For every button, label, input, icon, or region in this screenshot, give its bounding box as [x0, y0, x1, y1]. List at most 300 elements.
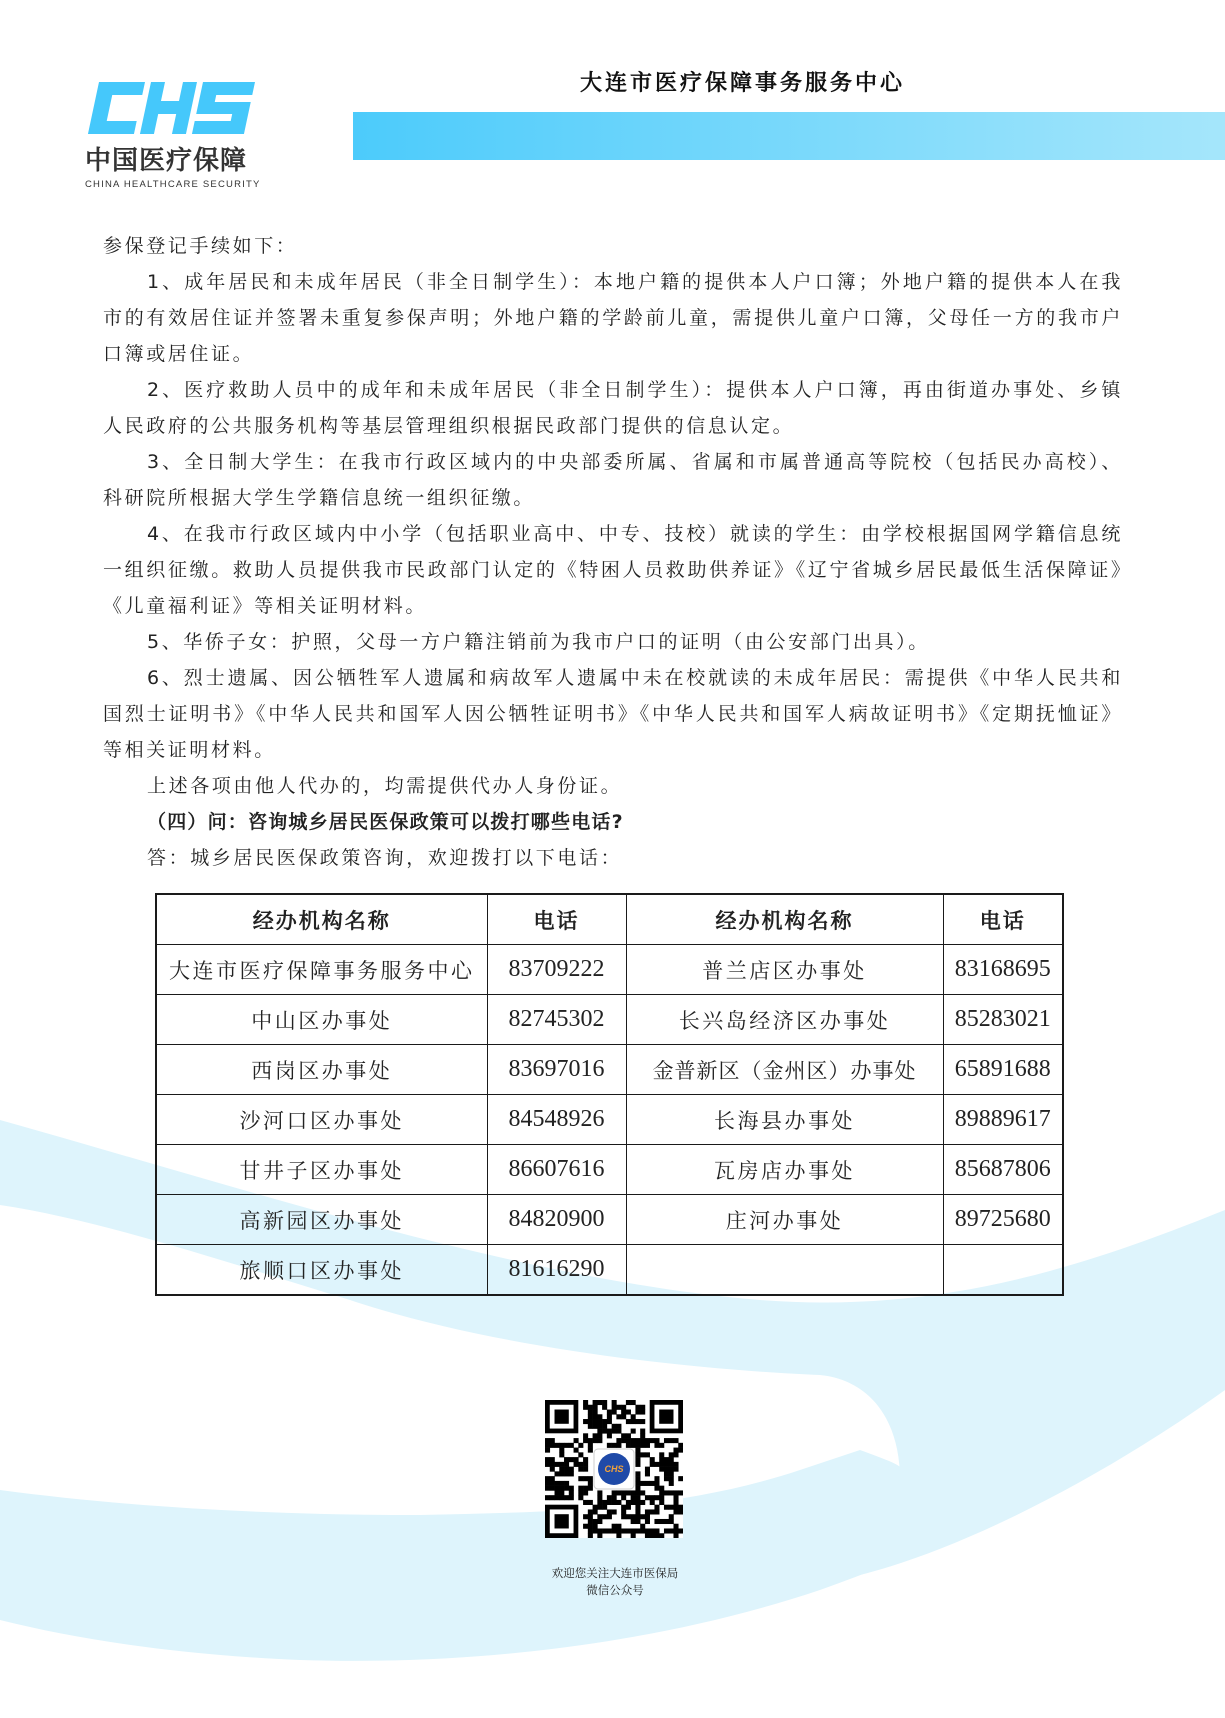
qr-finder-pattern [659, 1410, 673, 1424]
qr-module [635, 1438, 640, 1443]
qr-module [545, 1486, 550, 1491]
qr-module [588, 1519, 593, 1524]
qr-module [626, 1400, 631, 1405]
qr-module [635, 1500, 640, 1505]
qr-module [621, 1438, 626, 1443]
qr-module [621, 1410, 626, 1415]
qr-module [550, 1443, 555, 1448]
org-name-cell: 甘井子区办事处 [156, 1145, 487, 1195]
qr-module [659, 1495, 664, 1500]
qr-module [645, 1443, 650, 1448]
qr-module [612, 1495, 617, 1500]
qr-module [574, 1462, 579, 1467]
qr-module [659, 1486, 664, 1491]
qr-module [602, 1419, 607, 1424]
table-row [156, 945, 1063, 995]
qr-module [612, 1528, 617, 1533]
qr-module [612, 1500, 617, 1505]
note-text: 上述各项由他人代办的，均需提供代办人身份证。 [147, 775, 623, 797]
logo-chinese-text: 中国医疗保障 [85, 146, 248, 176]
qr-module [545, 1448, 550, 1453]
org-name-cell: 中山区办事处 [156, 995, 487, 1045]
qr-module [616, 1443, 621, 1448]
qr-module [602, 1400, 607, 1405]
qr-module [588, 1405, 593, 1410]
qr-module [574, 1448, 579, 1453]
qr-finder-pattern [555, 1514, 569, 1528]
phone-cell: 86607616 [487, 1145, 626, 1195]
qr-module [593, 1519, 598, 1524]
org-name-cell: 瓦房店办事处 [626, 1145, 943, 1195]
qr-module [635, 1481, 640, 1486]
qr-module [583, 1486, 588, 1491]
qr-module [640, 1500, 645, 1505]
qr-module [564, 1443, 569, 1448]
qr-module [673, 1533, 678, 1538]
list-item: 6、烈士遗属、因公牺牲军人遗属和病故军人遗属中未在校就读的未成年居民：需提供《中华人民共和国烈士证明书》《中华人民共和国军人因公牺牲证明书》《中华人民共和国军人病故证明书》《定期抚恤证》等相关证明材料。 [103, 667, 1123, 761]
qr-module [664, 1519, 669, 1524]
qr-module [593, 1433, 598, 1438]
phone-cell: 85283021 [943, 995, 1063, 1045]
qr-module [545, 1443, 550, 1448]
qr-module [664, 1471, 669, 1476]
qr-module [597, 1519, 602, 1524]
qr-module [635, 1462, 640, 1467]
qr-module [635, 1476, 640, 1481]
qr-module [583, 1457, 588, 1462]
qr-caption [470, 1565, 760, 1599]
qr-module [564, 1457, 569, 1462]
qr-module [555, 1490, 560, 1495]
header-phone: 电话 [487, 894, 626, 945]
qr-module [654, 1509, 659, 1514]
qr-module [659, 1467, 664, 1472]
list-item: 4、在我市行政区域内中小学（包括职业高中、中专、技校）就读的学生：由学校根据国网学籍信息统一组织征缴。救助人员提供我市民政部门认定的《特困人员救助供养证》《辽宁省城乡居民最低生活保障证》《儿童福利证》等相关证明材料。 [103, 523, 1123, 617]
qr-module [550, 1457, 555, 1462]
phone-cell: 85687806 [943, 1145, 1063, 1195]
phone-cell: 81616290 [487, 1245, 626, 1296]
chs-logo-mark-icon [85, 82, 257, 134]
qr-module [583, 1476, 588, 1481]
qr-module [607, 1509, 612, 1514]
contact-table [155, 893, 1064, 1296]
qr-module [555, 1443, 560, 1448]
qr-module [664, 1457, 669, 1462]
phone-cell: 84820900 [487, 1195, 626, 1245]
qr-module [602, 1505, 607, 1510]
qr-module [602, 1429, 607, 1434]
qr-module [545, 1462, 550, 1467]
qr-module [545, 1476, 550, 1481]
qr-module [659, 1490, 664, 1495]
qr-module [654, 1438, 659, 1443]
qr-module [626, 1528, 631, 1533]
qr-module [640, 1452, 645, 1457]
qr-module [626, 1410, 631, 1415]
phone-cell: 82745302 [487, 995, 626, 1045]
table-row [156, 1195, 1063, 1245]
logo-english-text: CHINA HEALTHCARE SECURITY [85, 179, 261, 190]
qr-module [597, 1414, 602, 1419]
qr-module [621, 1433, 626, 1438]
qr-module [612, 1443, 617, 1448]
qr-module [664, 1462, 669, 1467]
qr-module [559, 1490, 564, 1495]
qr-module [597, 1533, 602, 1538]
qr-module [559, 1452, 564, 1457]
qr-module [626, 1438, 631, 1443]
qr-module [669, 1505, 674, 1510]
qr-module [640, 1433, 645, 1438]
empty-cell [626, 1245, 943, 1296]
qr-module [597, 1500, 602, 1505]
qr-module [654, 1519, 659, 1524]
qr-module [569, 1486, 574, 1491]
qr-module [631, 1429, 636, 1434]
qr-module [569, 1467, 574, 1472]
qr-module [583, 1524, 588, 1529]
contact-table-wrapper [155, 893, 1064, 1296]
qr-module [545, 1495, 550, 1500]
qr-module [650, 1462, 655, 1467]
qr-module [588, 1528, 593, 1533]
table-row [156, 1095, 1063, 1145]
qr-module [645, 1495, 650, 1500]
qr-module [673, 1524, 678, 1529]
qr-module [673, 1462, 678, 1467]
qr-module [564, 1467, 569, 1472]
qr-module [597, 1528, 602, 1533]
qr-module [616, 1490, 621, 1495]
qr-module [574, 1457, 579, 1462]
qr-module [607, 1429, 612, 1434]
qr-module [555, 1495, 560, 1500]
qr-module [588, 1509, 593, 1514]
qr-module [654, 1462, 659, 1467]
qr-module [607, 1514, 612, 1519]
qr-module [669, 1528, 674, 1533]
qr-module [602, 1528, 607, 1533]
qr-module [616, 1500, 621, 1505]
qr-module [645, 1514, 650, 1519]
qr-module [631, 1528, 636, 1533]
qr-module [635, 1495, 640, 1500]
qr-module [650, 1495, 655, 1500]
table-row [156, 1145, 1063, 1195]
qr-module [635, 1405, 640, 1410]
wechat-qr-code[interactable] [545, 1400, 683, 1538]
qr-module [635, 1486, 640, 1491]
qr-module [631, 1500, 636, 1505]
org-name-cell: 大连市医疗保障事务服务中心 [156, 945, 487, 995]
qr-module [588, 1514, 593, 1519]
qr-module [654, 1486, 659, 1491]
qr-module [578, 1486, 583, 1491]
qr-module [673, 1490, 678, 1495]
qr-module [673, 1509, 678, 1514]
qr-module [678, 1528, 683, 1533]
qr-module [559, 1471, 564, 1476]
intro-text: 参保登记手续如下： [103, 235, 298, 257]
qr-module [588, 1438, 593, 1443]
qr-module [673, 1452, 678, 1457]
org-name-cell: 长兴岛经济区办事处 [626, 995, 943, 1045]
qr-module [555, 1471, 560, 1476]
qr-module [650, 1528, 655, 1533]
qr-module [635, 1519, 640, 1524]
qr-module [669, 1462, 674, 1467]
qr-module [578, 1476, 583, 1481]
qr-caption-line1: 欢迎您关注大连市医保局 [551, 1566, 679, 1580]
qr-module [635, 1528, 640, 1533]
qr-module [635, 1490, 640, 1495]
qr-module [621, 1405, 626, 1410]
qr-module [645, 1471, 650, 1476]
empty-cell [943, 1245, 1063, 1296]
org-name-cell: 长海县办事处 [626, 1095, 943, 1145]
document-body [103, 228, 1123, 876]
qr-module [559, 1495, 564, 1500]
qr-module [597, 1490, 602, 1495]
qr-module [645, 1467, 650, 1472]
qr-module [621, 1495, 626, 1500]
qr-module [612, 1490, 617, 1495]
phone-cell: 83168695 [943, 945, 1063, 995]
list-item: 1、成年居民和未成年居民（非全日制学生）：本地户籍的提供本人户口簿；外地户籍的提供本人在我市的有效居住证并签署未重复参保声明；外地户籍的学龄前儿童，需提供儿童户口簿，父母任一方的我市户口簿或居住证。 [103, 271, 1123, 365]
qr-module [593, 1528, 598, 1533]
qr-module [616, 1414, 621, 1419]
qr-module [550, 1495, 555, 1500]
qr-module [645, 1533, 650, 1538]
qr-module [645, 1509, 650, 1514]
qr-module [616, 1533, 621, 1538]
list-item: 3、全日制大学生：在我市行政区域内的中央部委所属、省属和市属普通高等院校（包括民办高校）、科研院所根据大学生学籍信息统一组织征缴。 [103, 451, 1123, 509]
qr-module [578, 1443, 583, 1448]
qr-module [593, 1438, 598, 1443]
qr-code-icon [545, 1400, 683, 1538]
qr-module [612, 1429, 617, 1434]
qr-module [669, 1519, 674, 1524]
qr-module [593, 1424, 598, 1429]
phone-cell: 65891688 [943, 1045, 1063, 1095]
qr-module [626, 1505, 631, 1510]
qr-module [650, 1533, 655, 1538]
question-heading: （四）问：咨询城乡居民医保政策可以拨打哪些电话? [147, 811, 624, 833]
qr-module [650, 1509, 655, 1514]
qr-module [616, 1524, 621, 1529]
qr-module [588, 1500, 593, 1505]
qr-module [602, 1405, 607, 1410]
qr-module [635, 1471, 640, 1476]
table-row [156, 1245, 1063, 1296]
qr-module [626, 1443, 631, 1448]
qr-module [631, 1490, 636, 1495]
qr-module [640, 1410, 645, 1415]
qr-module [588, 1486, 593, 1491]
qr-module [583, 1514, 588, 1519]
qr-logo-text: CHS [604, 1464, 624, 1474]
qr-module [588, 1410, 593, 1415]
header-gradient-bar [353, 112, 1225, 160]
qr-module [678, 1476, 683, 1481]
qr-module [612, 1410, 617, 1415]
qr-module [616, 1405, 621, 1410]
qr-module [640, 1443, 645, 1448]
qr-module [673, 1500, 678, 1505]
qr-module [607, 1500, 612, 1505]
qr-module [645, 1528, 650, 1533]
qr-module [555, 1481, 560, 1486]
qr-module [569, 1457, 574, 1462]
qr-module [564, 1486, 569, 1491]
qr-module [650, 1500, 655, 1505]
qr-module [583, 1500, 588, 1505]
qr-module [669, 1471, 674, 1476]
qr-module [654, 1443, 659, 1448]
qr-module [588, 1414, 593, 1419]
org-name-cell: 金普新区（金州区）办事处 [626, 1045, 943, 1095]
qr-module [640, 1429, 645, 1434]
qr-module [645, 1438, 650, 1443]
qr-module [631, 1419, 636, 1424]
qr-module [664, 1476, 669, 1481]
qr-module [583, 1419, 588, 1424]
qr-module [621, 1505, 626, 1510]
qr-module [593, 1410, 598, 1415]
phone-cell: 83697016 [487, 1045, 626, 1095]
table-row [156, 995, 1063, 1045]
qr-module [616, 1438, 621, 1443]
qr-module [640, 1419, 645, 1424]
qr-module [559, 1481, 564, 1486]
qr-module [602, 1424, 607, 1429]
qr-module [673, 1438, 678, 1443]
qr-module [631, 1495, 636, 1500]
qr-module [673, 1528, 678, 1533]
qr-module [669, 1452, 674, 1457]
qr-module [654, 1505, 659, 1510]
qr-module [569, 1490, 574, 1495]
qr-module [593, 1400, 598, 1405]
phone-cell: 84548926 [487, 1095, 626, 1145]
org-name-cell: 普兰店区办事处 [626, 945, 943, 995]
qr-module [650, 1438, 655, 1443]
qr-module [650, 1457, 655, 1462]
qr-module [578, 1467, 583, 1472]
qr-module [673, 1495, 678, 1500]
qr-module [597, 1424, 602, 1429]
qr-module [564, 1462, 569, 1467]
qr-module [659, 1457, 664, 1462]
qr-module [664, 1528, 669, 1533]
header-phone: 电话 [943, 894, 1063, 945]
qr-module [626, 1490, 631, 1495]
qr-module [659, 1452, 664, 1457]
qr-module [621, 1414, 626, 1419]
qr-module [640, 1490, 645, 1495]
header-org-name: 经办机构名称 [156, 894, 487, 945]
qr-module [588, 1419, 593, 1424]
table-header-row [156, 894, 1063, 945]
qr-module [650, 1481, 655, 1486]
qr-module [640, 1481, 645, 1486]
qr-module [616, 1528, 621, 1533]
qr-module [669, 1481, 674, 1486]
qr-module [602, 1500, 607, 1505]
qr-module [640, 1514, 645, 1519]
phone-cell: 83709222 [487, 945, 626, 995]
qr-module [588, 1481, 593, 1486]
qr-module [569, 1495, 574, 1500]
qr-module [578, 1495, 583, 1500]
org-name-cell: 旅顺口区办事处 [156, 1245, 487, 1296]
qr-module [631, 1400, 636, 1405]
qr-module [659, 1443, 664, 1448]
qr-module [607, 1410, 612, 1415]
qr-module [621, 1528, 626, 1533]
qr-module [669, 1490, 674, 1495]
qr-module [583, 1438, 588, 1443]
qr-module [597, 1429, 602, 1434]
qr-module [607, 1528, 612, 1533]
qr-module [559, 1462, 564, 1467]
qr-module [664, 1467, 669, 1472]
qr-module [597, 1514, 602, 1519]
answer-text: 答：城乡居民医保政策咨询，欢迎拨打以下电话： [147, 847, 623, 869]
phone-cell: 89889617 [943, 1095, 1063, 1145]
qr-module [635, 1509, 640, 1514]
table-row [156, 1045, 1063, 1095]
qr-module [593, 1509, 598, 1514]
qr-module [559, 1486, 564, 1491]
qr-module [621, 1509, 626, 1514]
qr-module [593, 1505, 598, 1510]
qr-module [597, 1505, 602, 1510]
qr-module [593, 1524, 598, 1529]
qr-module [550, 1462, 555, 1467]
qr-module [559, 1448, 564, 1453]
qr-module [569, 1471, 574, 1476]
qr-module [588, 1533, 593, 1538]
qr-module [626, 1433, 631, 1438]
phone-cell: 89725680 [943, 1195, 1063, 1245]
qr-module [645, 1519, 650, 1524]
qr-module [555, 1486, 560, 1491]
qr-module [588, 1424, 593, 1429]
qr-module [654, 1533, 659, 1538]
qr-module [626, 1500, 631, 1505]
qr-module [621, 1490, 626, 1495]
qr-module [678, 1490, 683, 1495]
qr-module [597, 1419, 602, 1424]
qr-module [635, 1452, 640, 1457]
list-item: 2、医疗救助人员中的成年和未成年居民（非全日制学生）：提供本人户口簿，再由街道办事处、乡镇人民政府的公共服务机构等基层管理组织根据民政部门提供的信息认定。 [103, 379, 1123, 437]
qr-module [607, 1414, 612, 1419]
qr-module [597, 1438, 602, 1443]
qr-module [635, 1410, 640, 1415]
qr-module [612, 1424, 617, 1429]
qr-module [659, 1519, 664, 1524]
qr-module [626, 1514, 631, 1519]
qr-module [631, 1533, 636, 1538]
qr-module [635, 1448, 640, 1453]
qr-module [678, 1443, 683, 1448]
organization-title: 大连市医疗保障事务服务中心 [580, 70, 906, 96]
qr-module [640, 1528, 645, 1533]
qr-module [559, 1443, 564, 1448]
qr-module [640, 1405, 645, 1410]
qr-module [654, 1495, 659, 1500]
